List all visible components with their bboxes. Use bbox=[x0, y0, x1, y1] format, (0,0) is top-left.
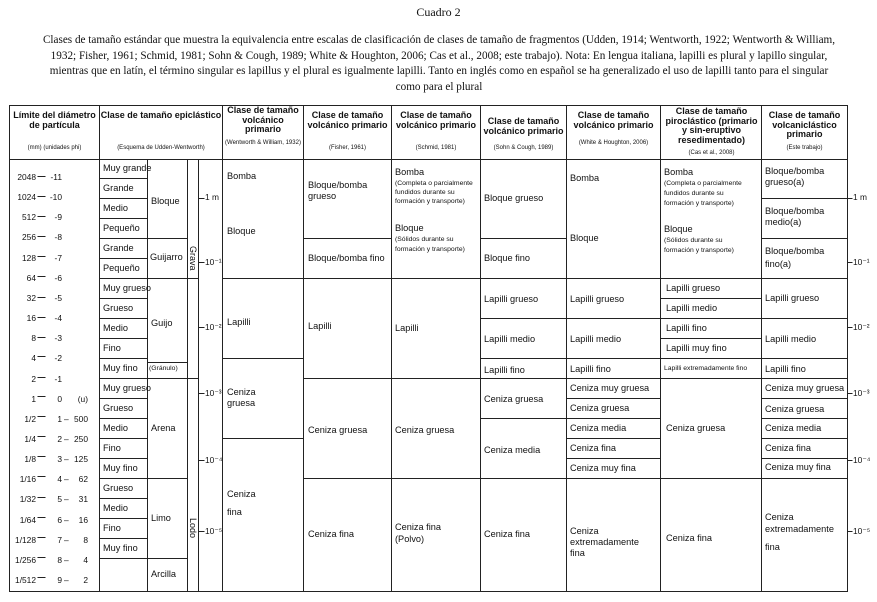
right-tick-1e-1: 10⁻¹ bbox=[853, 257, 870, 267]
limit-micron: 500 bbox=[74, 413, 88, 424]
c8-ceniza-media: Ceniza media bbox=[765, 423, 822, 433]
header-sohn-source: (Sohn & Cough, 1989) bbox=[493, 145, 554, 151]
c7-lapilli-muy-fino: Lapilli muy fino bbox=[666, 343, 727, 353]
c8-ceniza-fina: Ceniza fina bbox=[765, 443, 811, 453]
c4-bomba-note-1: (Completa o parcialmente bbox=[395, 180, 473, 187]
c5-bloque-fino: Bloque fino bbox=[484, 253, 530, 263]
limit-micron-dash: – bbox=[64, 413, 69, 424]
right-tick-1e-3: 10⁻³ bbox=[853, 388, 870, 398]
c2-lapilli: Lapilli bbox=[227, 317, 251, 327]
limit-mm: 128 bbox=[22, 252, 36, 263]
header-fisher-source: (Fisher, 1961) bbox=[328, 145, 367, 151]
c6-lapilli-fino: Lapilli fino bbox=[570, 364, 611, 374]
scale-tick-1e-5: 10⁻⁵ bbox=[205, 526, 223, 536]
limit-mm: 1/64 bbox=[19, 514, 36, 525]
limit-phi: 9 bbox=[57, 575, 62, 585]
c6-ceniza-extrem-3: fina bbox=[570, 548, 585, 558]
epi-class-limo: Limo bbox=[151, 513, 171, 523]
c6-ceniza-gruesa: Ceniza gruesa bbox=[570, 403, 630, 413]
c5-ceniza-gruesa: Ceniza gruesa bbox=[484, 394, 544, 404]
c6-bomba: Bomba bbox=[570, 173, 600, 183]
limit-phi: 3 bbox=[57, 454, 62, 465]
table-title: Cuadro 2 bbox=[416, 5, 461, 19]
c3-bloque-bomba-fino: Bloque/bomba fino bbox=[308, 253, 385, 263]
c6-ceniza-fina: Ceniza fina bbox=[570, 443, 616, 453]
c8-bbg-2: grueso(a) bbox=[765, 177, 805, 187]
c2-ceniza-gruesa-2: gruesa bbox=[227, 398, 256, 408]
epi-class-guijo: Guijo bbox=[151, 318, 173, 328]
epi-subclass: Fino bbox=[103, 343, 121, 353]
limit-mm: 1 bbox=[31, 393, 36, 404]
c5-lapilli-medio: Lapilli medio bbox=[484, 334, 536, 344]
c8-bbf-2: fino(a) bbox=[765, 259, 792, 269]
epi-subclass: Grueso bbox=[103, 483, 134, 493]
c8-ceniza-extrem-3: fina bbox=[765, 542, 780, 552]
c5-bloque-grueso: Bloque grueso bbox=[484, 193, 544, 203]
limit-mm: 256 bbox=[22, 232, 36, 243]
limit-phi: -4 bbox=[54, 313, 62, 324]
limit-micron-dash: – bbox=[64, 454, 69, 465]
c5-lapilli-grueso: Lapilli grueso bbox=[484, 294, 539, 304]
limit-micron: 250 bbox=[74, 433, 88, 444]
epi-class-guijarro: Guijarro bbox=[150, 252, 183, 262]
limit-phi: -10 bbox=[49, 192, 62, 203]
limit-phi: -11 bbox=[50, 172, 62, 182]
c6-lapilli-grueso: Lapilli grueso bbox=[570, 294, 625, 304]
header-wentworth-source: (Wentworth & William, 1932) bbox=[225, 140, 301, 146]
c4-ceniza-fina-1: Ceniza fina bbox=[395, 522, 441, 532]
c7-lapilli-fino: Lapilli fino bbox=[666, 323, 707, 333]
c2-bomba: Bomba bbox=[227, 171, 257, 181]
limit-phi: -6 bbox=[54, 272, 62, 283]
limit-phi: -1 bbox=[54, 373, 62, 384]
c2-ceniza-gruesa-1: Ceniza bbox=[227, 387, 256, 397]
c7-lapilli-grueso: Lapilli grueso bbox=[666, 283, 721, 293]
c4-ceniza-gruesa: Ceniza gruesa bbox=[395, 425, 455, 435]
caption-line-3: mientras que en latín, el término singular es lapillus y el plural es igualmente lapilli. Tanto en inglés como en español se ha generalizado el uso de lapilli tanto para el singular bbox=[49, 65, 829, 77]
epi-subclass: Pequeño bbox=[103, 263, 140, 273]
limit-phi: 2 bbox=[57, 433, 62, 444]
epi-subclass: Muy grueso bbox=[103, 383, 152, 393]
c8-bbm-2: medio(a) bbox=[765, 217, 802, 227]
epi-subclass: Grande bbox=[103, 183, 134, 193]
epi-subclass: Grande bbox=[103, 243, 134, 253]
limit-mm: 2048 bbox=[17, 172, 36, 182]
c3-lapilli: Lapilli bbox=[308, 321, 332, 331]
c6-lapilli-medio: Lapilli medio bbox=[570, 334, 622, 344]
header-sohn-title: Clase de tamaño volcánico primario bbox=[483, 116, 564, 136]
header-wentworth-title: Clase de tamaño volcánico primario bbox=[227, 105, 299, 134]
c7-bomba-note-1: (Completa o parcialmente bbox=[664, 180, 742, 187]
limit-mm: 4 bbox=[31, 353, 36, 364]
limit-phi: 6 bbox=[57, 514, 62, 525]
limit-mm: 32 bbox=[26, 292, 36, 303]
c3-bloque-bomba-grueso-2: grueso bbox=[308, 191, 337, 201]
header-schmid-title: Clase de tamaño volcánico primario bbox=[395, 110, 477, 130]
limit-mm: 8 bbox=[31, 333, 36, 344]
limit-mm: 1/4 bbox=[24, 433, 36, 444]
limit-phi: -2 bbox=[54, 353, 62, 364]
c8-ceniza-muy-gruesa: Ceniza muy gruesa bbox=[765, 383, 845, 393]
limit-phi: -9 bbox=[54, 212, 62, 223]
limit-mm: 64 bbox=[26, 272, 36, 283]
limit-micron: 8 bbox=[83, 534, 88, 545]
c6-bloque: Bloque bbox=[570, 233, 599, 243]
header-este-title: Clase de tamaño volcaniclástico primario bbox=[768, 110, 841, 139]
c6-ceniza-muy-fina: Ceniza muy fina bbox=[570, 463, 636, 473]
epi-subclass: Muy fino bbox=[103, 463, 138, 473]
c3-bloque-bomba-grueso-1: Bloque/bomba bbox=[308, 180, 368, 190]
epi-subclass: Grueso bbox=[103, 403, 134, 413]
c7-bloque-note-2: formación y transporte) bbox=[664, 247, 734, 254]
caption-line-4: como para el plural bbox=[395, 80, 483, 93]
c3-ceniza-fina: Ceniza fina bbox=[308, 529, 354, 539]
c2-bloque: Bloque bbox=[227, 226, 256, 236]
header-fisher-title: Clase de tamaño volcánico primario bbox=[307, 110, 388, 130]
header-epiclastic-source: (Esquema de Udden-Wentworth) bbox=[117, 145, 205, 151]
limit-phi: 1 bbox=[57, 413, 62, 424]
limit-mm: 512 bbox=[22, 212, 36, 223]
header-cas-title: Clase de tamaño piroclástico (primario y sin-eruptivo resedimentado) bbox=[665, 106, 758, 145]
limit-micron-dash: – bbox=[64, 514, 69, 525]
header-epiclastic-title: Clase de tamaño epiclástico bbox=[100, 110, 222, 120]
c6-ceniza-media: Ceniza media bbox=[570, 423, 627, 433]
limit-micron: 16 bbox=[78, 514, 88, 525]
c8-ceniza-gruesa: Ceniza gruesa bbox=[765, 404, 825, 414]
epi-subclass: Muy grande bbox=[103, 163, 152, 173]
c8-lapilli-medio: Lapilli medio bbox=[765, 334, 817, 344]
c5-lapilli-fino: Lapilli fino bbox=[484, 365, 525, 375]
epi-class-bloque: Bloque bbox=[151, 196, 180, 206]
c7-bomba: Bomba bbox=[664, 167, 694, 177]
header-white-source: (White & Houghton, 2006) bbox=[578, 140, 649, 146]
c7-bloque-note-1: (Sólidos durante su bbox=[664, 237, 723, 244]
c4-bloque: Bloque bbox=[395, 223, 424, 233]
header-cas-source: (Cas et al., 2008) bbox=[688, 150, 735, 156]
limit-mm: 1/2 bbox=[24, 413, 36, 424]
epi-subclass: Grueso bbox=[103, 303, 134, 313]
limit-mm: 1024 bbox=[17, 192, 36, 203]
right-tick-1m: 1 m bbox=[853, 192, 867, 202]
c8-lapilli-grueso: Lapilli grueso bbox=[765, 293, 820, 303]
header-este-source: (Este trabajo) bbox=[786, 145, 823, 151]
c7-ceniza-fina: Ceniza fina bbox=[666, 533, 712, 543]
c6-ceniza-extrem-2: extremadamente bbox=[570, 537, 639, 547]
header-limit-units: (mm) (unidades phi) bbox=[27, 145, 82, 151]
epi-subclass: Pequeño bbox=[103, 223, 140, 233]
limit-phi: 0 bbox=[57, 393, 62, 404]
c4-bomba-note-3: formación y transporte) bbox=[395, 198, 465, 205]
epi-subclass: Muy fino bbox=[103, 363, 138, 373]
right-tick-1e-5: 10⁻⁵ bbox=[853, 526, 871, 536]
scale-tick-1e-1: 10⁻¹ bbox=[205, 257, 222, 267]
limit-mm: 16 bbox=[26, 313, 36, 324]
epi-subclass: Medio bbox=[103, 203, 129, 213]
epi-class-arena: Arena bbox=[151, 423, 176, 433]
header-limit-title: Límite del diámetro de partícula bbox=[13, 110, 96, 130]
epi-subclass: Muy fino bbox=[103, 543, 138, 553]
epi-subclass: Medio bbox=[103, 423, 129, 433]
limit-mm: 2 bbox=[31, 373, 36, 384]
scale-tick-1e-2: 10⁻² bbox=[205, 322, 222, 332]
c7-bomba-note-2: fundidos durante su bbox=[664, 190, 724, 197]
c3-ceniza-gruesa: Ceniza gruesa bbox=[308, 425, 368, 435]
c4-ceniza-fina-2: (Polvo) bbox=[395, 534, 425, 544]
scale-tick-1e-4: 10⁻⁴ bbox=[205, 455, 223, 465]
limit-phi: -7 bbox=[54, 252, 62, 263]
limit-micron: 125 bbox=[74, 454, 88, 465]
caption-line-1: Clases de tamaño estándar que muestra la equivalencia entre escalas de clasificación de clases de tamaño de fragmentos (Udden, 1914; Wentworth, 1922; Wentworth & William, bbox=[42, 34, 836, 46]
limit-micron: 2 bbox=[83, 575, 88, 585]
c7-ceniza-gruesa: Ceniza gruesa bbox=[666, 423, 726, 433]
limit-micron-dash: – bbox=[64, 433, 69, 444]
limit-micron: 62 bbox=[78, 474, 88, 485]
c8-bbm-1: Bloque/bomba bbox=[765, 206, 825, 216]
c4-lapilli: Lapilli bbox=[395, 323, 419, 333]
epi-class-granulo: (Gránulo) bbox=[149, 365, 178, 372]
epi-class-arcilla: Arcilla bbox=[151, 569, 177, 579]
epi-subclass: Medio bbox=[103, 323, 129, 333]
limit-micron-dash: – bbox=[64, 474, 69, 485]
c8-bbg-1: Bloque/bomba bbox=[765, 166, 825, 176]
c2-ceniza-fina-2: fina bbox=[227, 507, 242, 517]
limit-micron-dash: – bbox=[64, 575, 69, 585]
limit-micron-dash: – bbox=[64, 494, 69, 505]
limit-micron: (u) bbox=[77, 393, 88, 404]
epi-lodo-label: Lodo bbox=[188, 518, 198, 539]
limit-phi: 7 bbox=[57, 534, 62, 545]
limit-mm: 1/8 bbox=[24, 454, 36, 465]
epi-grava-label: Grava bbox=[188, 246, 198, 271]
c4-bomba: Bomba bbox=[395, 167, 425, 177]
scale-tick-1e-3: 10⁻³ bbox=[205, 388, 222, 398]
c8-bbf-1: Bloque/bomba bbox=[765, 246, 825, 256]
c7-lapilli-extrem: Lapilli extremadamente fino bbox=[664, 365, 748, 372]
c6-ceniza-muy-gruesa: Ceniza muy gruesa bbox=[570, 383, 650, 393]
caption-line-2: 1932; Fisher, 1961; Schmid, 1981; Sohn & Cough, 1989; White & Houghton, 2006; Cas et al., 2008; este trabajo). Nota: En lengua italiana, lapilli es plural y lapillo singular, bbox=[50, 49, 828, 62]
limit-phi: -3 bbox=[54, 333, 62, 344]
c7-lapilli-medio: Lapilli medio bbox=[666, 303, 718, 313]
c7-bloque: Bloque bbox=[664, 224, 693, 234]
right-tick-1e-2: 10⁻² bbox=[853, 322, 870, 332]
c8-ceniza-extrem-2: extremadamente bbox=[765, 524, 834, 534]
limit-mm: 1/128 bbox=[15, 534, 36, 545]
header-white-title: Clase de tamaño volcánico primario bbox=[573, 110, 654, 130]
header-schmid-source: (Schmid, 1981) bbox=[415, 145, 457, 151]
limit-phi: -5 bbox=[54, 292, 62, 303]
c7-bomba-note-3: formación y transporte) bbox=[664, 200, 734, 207]
limit-mm: 1/512 bbox=[15, 575, 36, 585]
limit-micron: 31 bbox=[78, 494, 88, 505]
limit-phi: 5 bbox=[57, 494, 62, 505]
epi-subclass: Muy grueso bbox=[103, 283, 152, 293]
limit-mm: 1/256 bbox=[15, 554, 36, 565]
limit-mm: 1/16 bbox=[19, 474, 36, 485]
limit-micron-dash: – bbox=[64, 554, 69, 565]
c2-ceniza-fina-1: Ceniza bbox=[227, 489, 256, 499]
limit-micron-dash: – bbox=[64, 534, 69, 545]
limit-micron: 4 bbox=[83, 554, 88, 565]
limit-phi: 8 bbox=[57, 554, 62, 565]
c5-ceniza-fina: Ceniza fina bbox=[484, 529, 530, 539]
c8-lapilli-fino: Lapilli fino bbox=[765, 364, 806, 374]
limit-phi: -8 bbox=[54, 232, 62, 243]
epi-subclass: Fino bbox=[103, 443, 121, 453]
c6-ceniza-extrem-1: Ceniza bbox=[570, 526, 599, 536]
c8-ceniza-extrem-1: Ceniza bbox=[765, 512, 794, 522]
c4-bloque-note-1: (Sólidos durante su bbox=[395, 236, 454, 243]
c4-bomba-note-2: fundidos durante su bbox=[395, 189, 455, 196]
limit-phi: 4 bbox=[57, 474, 62, 485]
epi-subclass: Medio bbox=[103, 503, 129, 513]
c5-ceniza-media: Ceniza media bbox=[484, 445, 541, 455]
limit-mm: 1/32 bbox=[19, 494, 36, 505]
right-tick-1e-4: 10⁻⁴ bbox=[853, 455, 871, 465]
c8-ceniza-muy-fina: Ceniza muy fina bbox=[765, 462, 831, 472]
c4-bloque-note-2: formación y transporte) bbox=[395, 246, 465, 253]
scale-tick-1m: 1 m bbox=[205, 192, 219, 202]
epi-subclass: Fino bbox=[103, 523, 121, 533]
